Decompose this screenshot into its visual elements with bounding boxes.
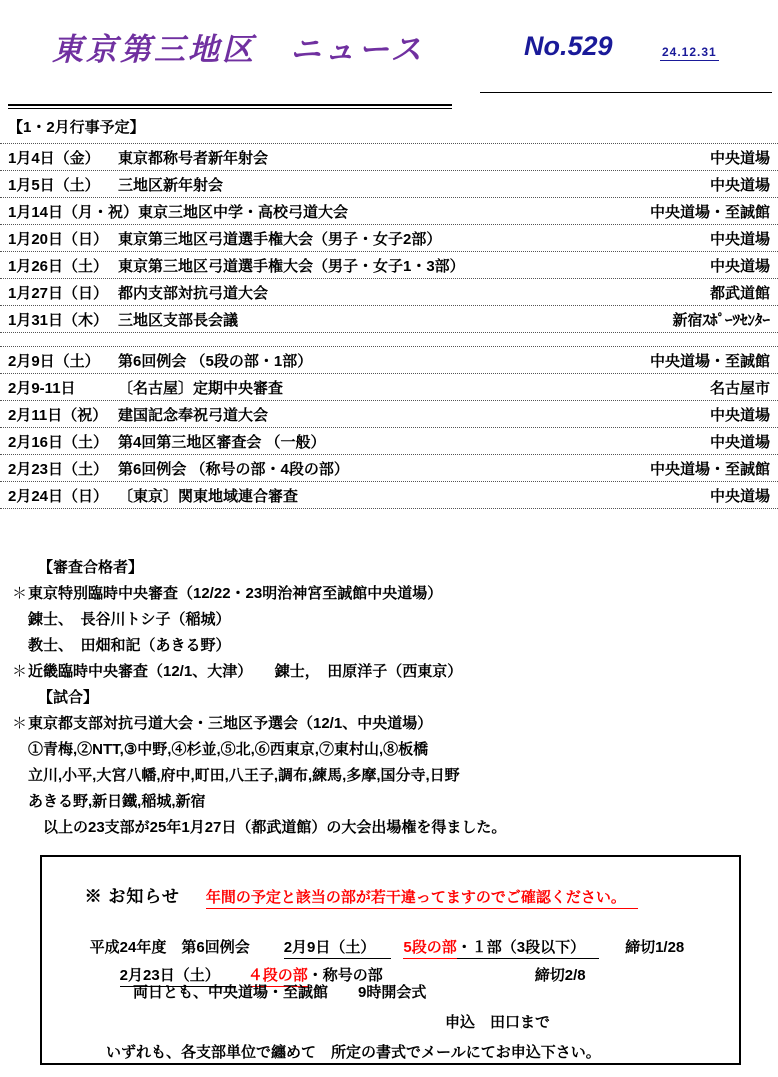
event-name: 東京三地区中学・高校弓道大会 xyxy=(138,203,349,221)
event-venue: 中央道場・至誠館 xyxy=(649,460,770,478)
table-row xyxy=(0,252,778,279)
session-part-red: ４段の部 xyxy=(248,967,308,987)
list-item xyxy=(0,631,778,657)
list-item-text: 以上の23支部が25年1月27日（都武道館）の大会出場権を得ました。 xyxy=(28,818,507,836)
event-date: 1月27日（日） xyxy=(8,284,109,302)
table-row xyxy=(0,428,778,455)
notes-section xyxy=(0,553,778,839)
table-row xyxy=(0,482,778,509)
event-venue: 名古屋市 xyxy=(709,379,770,397)
table-row xyxy=(0,225,778,252)
announcement-alert-text: 年間の予定と該当の部が若干違ってますのでご確認ください。 xyxy=(206,889,638,909)
list-item xyxy=(0,787,778,813)
event-name: 東京第三地区弓道選手権大会（男子・女子2部） xyxy=(118,230,442,248)
event-venue: 中央道場・至誠館 xyxy=(649,203,770,221)
event-date: 2月16日（土） xyxy=(8,433,109,451)
event-date: 2月23日（土） xyxy=(8,460,109,478)
event-venue: 中央道場 xyxy=(709,257,770,275)
event-venue: 中央道場 xyxy=(709,176,770,194)
list-item-text: ①青梅,②NTT,③中野,④杉並,⑤北,⑥西東京,⑦東村山,⑧板橋 xyxy=(28,740,429,758)
event-date: 2月9-11日 xyxy=(8,379,76,397)
event-date: 2月24日（日） xyxy=(8,487,109,505)
event-name: 東京都称号者新年射会 xyxy=(118,149,269,167)
event-date: 1月5日（土） xyxy=(8,176,100,194)
list-item xyxy=(0,709,778,735)
table-row xyxy=(0,401,778,428)
session-part-black: ・称号の部 xyxy=(307,967,383,984)
issue-date: 24.12.31 xyxy=(662,45,717,59)
event-name: 三地区支部長会議 xyxy=(118,311,239,329)
event-name: 三地区新年射会 xyxy=(118,176,224,194)
event-name: 都内支部対抗弓道大会 xyxy=(118,284,269,302)
event-venue: 新宿ｽﾎﾟｰﾂｾﾝﾀｰ xyxy=(672,311,770,329)
event-venue: 中央道場 xyxy=(709,230,770,248)
list-item xyxy=(0,657,778,683)
session-date: 2月23日（土） xyxy=(120,967,236,987)
event-venue: 中央道場 xyxy=(709,433,770,451)
table-row xyxy=(0,144,778,171)
event-name: 東京第三地区弓道選手権大会（男子・女子1・3部） xyxy=(118,257,465,275)
event-date: 1月31日（木） xyxy=(8,311,109,329)
list-item-text: 教士、 田畑和記（あきる野） xyxy=(28,636,231,654)
event-venue: 都武道館 xyxy=(709,284,770,302)
list-item-text: 近畿臨時中央審査（12/1、大津） 錬士， 田原洋子（西東京） xyxy=(28,662,463,680)
announcement-label: ※ お知らせ xyxy=(84,887,180,906)
section-heading: 【審査合格者】 xyxy=(38,558,144,576)
list-item xyxy=(0,813,778,839)
table-row xyxy=(0,198,778,225)
newsletter-title: 東京第三地区 ニュース xyxy=(52,32,425,68)
venue-time-line: 両日とも、中央道場・至誠館 9時開会式 xyxy=(133,984,427,1001)
event-date: 2月9日（土） xyxy=(8,352,100,370)
session-part-black: ・１部（3段以下） xyxy=(457,939,599,959)
application-contact-line: 申込 田口まで xyxy=(445,1014,551,1031)
announcement-box xyxy=(40,855,741,1065)
event-date: 1月14日（月・祝） xyxy=(8,203,139,221)
application-instruction-line: いずれも、各支部単位で纏めて 所定の書式でメールにてお申込下さい。 xyxy=(106,1044,601,1061)
session-date: 2月9日（土） xyxy=(284,939,392,959)
table-row xyxy=(0,279,778,306)
deadline-text: 締切1/28 xyxy=(625,939,685,956)
issue-number: No.529 xyxy=(524,31,613,61)
table-row xyxy=(0,455,778,482)
exam-section-title xyxy=(0,553,778,579)
event-name: 〔東京〕関東地域連合審査 xyxy=(118,487,299,505)
list-item xyxy=(0,761,778,787)
event-venue: 中央道場 xyxy=(709,487,770,505)
bullet-asterisk: ＊ xyxy=(12,714,28,732)
table-row xyxy=(0,171,778,198)
list-item xyxy=(0,579,778,605)
list-item xyxy=(0,605,778,631)
table-row xyxy=(0,374,778,401)
schedule-section-title: 【1・2月行事予定】 xyxy=(8,119,145,136)
event-venue: 中央道場 xyxy=(709,149,770,167)
event-name: 第6回例会 （5段の部・1部） xyxy=(118,352,313,370)
list-item xyxy=(0,735,778,761)
table-row xyxy=(0,347,778,374)
event-name: 第4回第三地区審査会 （一般） xyxy=(118,433,326,451)
deadline-text: 締切2/8 xyxy=(534,967,586,984)
bullet-asterisk: ＊ xyxy=(12,662,28,680)
list-item-text: 錬士、 長谷川トシ子（稲城） xyxy=(28,610,231,628)
schedule-table xyxy=(0,143,778,509)
section-heading: 【試合】 xyxy=(38,688,99,706)
table-month-separator xyxy=(0,333,778,347)
event-venue: 中央道場 xyxy=(709,406,770,424)
event-venue: 中央道場・至誠館 xyxy=(649,352,770,370)
event-date: 2月11日（祝） xyxy=(8,406,108,424)
table-row xyxy=(0,306,778,333)
event-name: 第6回例会 （称号の部・4段の部） xyxy=(118,460,349,478)
header-rule-right xyxy=(480,92,772,93)
event-date: 1月20日（日） xyxy=(8,230,109,248)
session-part-red: 5段の部 xyxy=(403,939,456,959)
announcement-header xyxy=(68,865,638,924)
event-date: 1月26日（土） xyxy=(8,257,109,275)
event-name: 〔名古屋〕定期中央審査 xyxy=(118,379,284,397)
header-rule-double xyxy=(8,104,452,109)
event-date: 1月4日（金） xyxy=(8,149,100,167)
list-item-text: あきる野,新日鐵,稲城,新宿 xyxy=(28,792,206,810)
list-item-text: 立川,小平,大宮八幡,府中,町田,八王子,調布,練馬,多摩,国分寺,日野 xyxy=(28,766,460,784)
list-item-text: 東京特別臨時中央審査（12/22・23明治神宮至誠館中央道場） xyxy=(28,584,443,602)
match-section-title xyxy=(0,683,778,709)
list-item-text: 東京都支部対抗弓道大会・三地区予選会（12/1、中央道場） xyxy=(28,714,433,732)
bullet-asterisk: ＊ xyxy=(12,584,28,602)
fiscal-session-text: 平成24年度 第6回例会 xyxy=(89,939,250,956)
event-name: 建国記念奉祝弓道大会 xyxy=(118,406,269,424)
